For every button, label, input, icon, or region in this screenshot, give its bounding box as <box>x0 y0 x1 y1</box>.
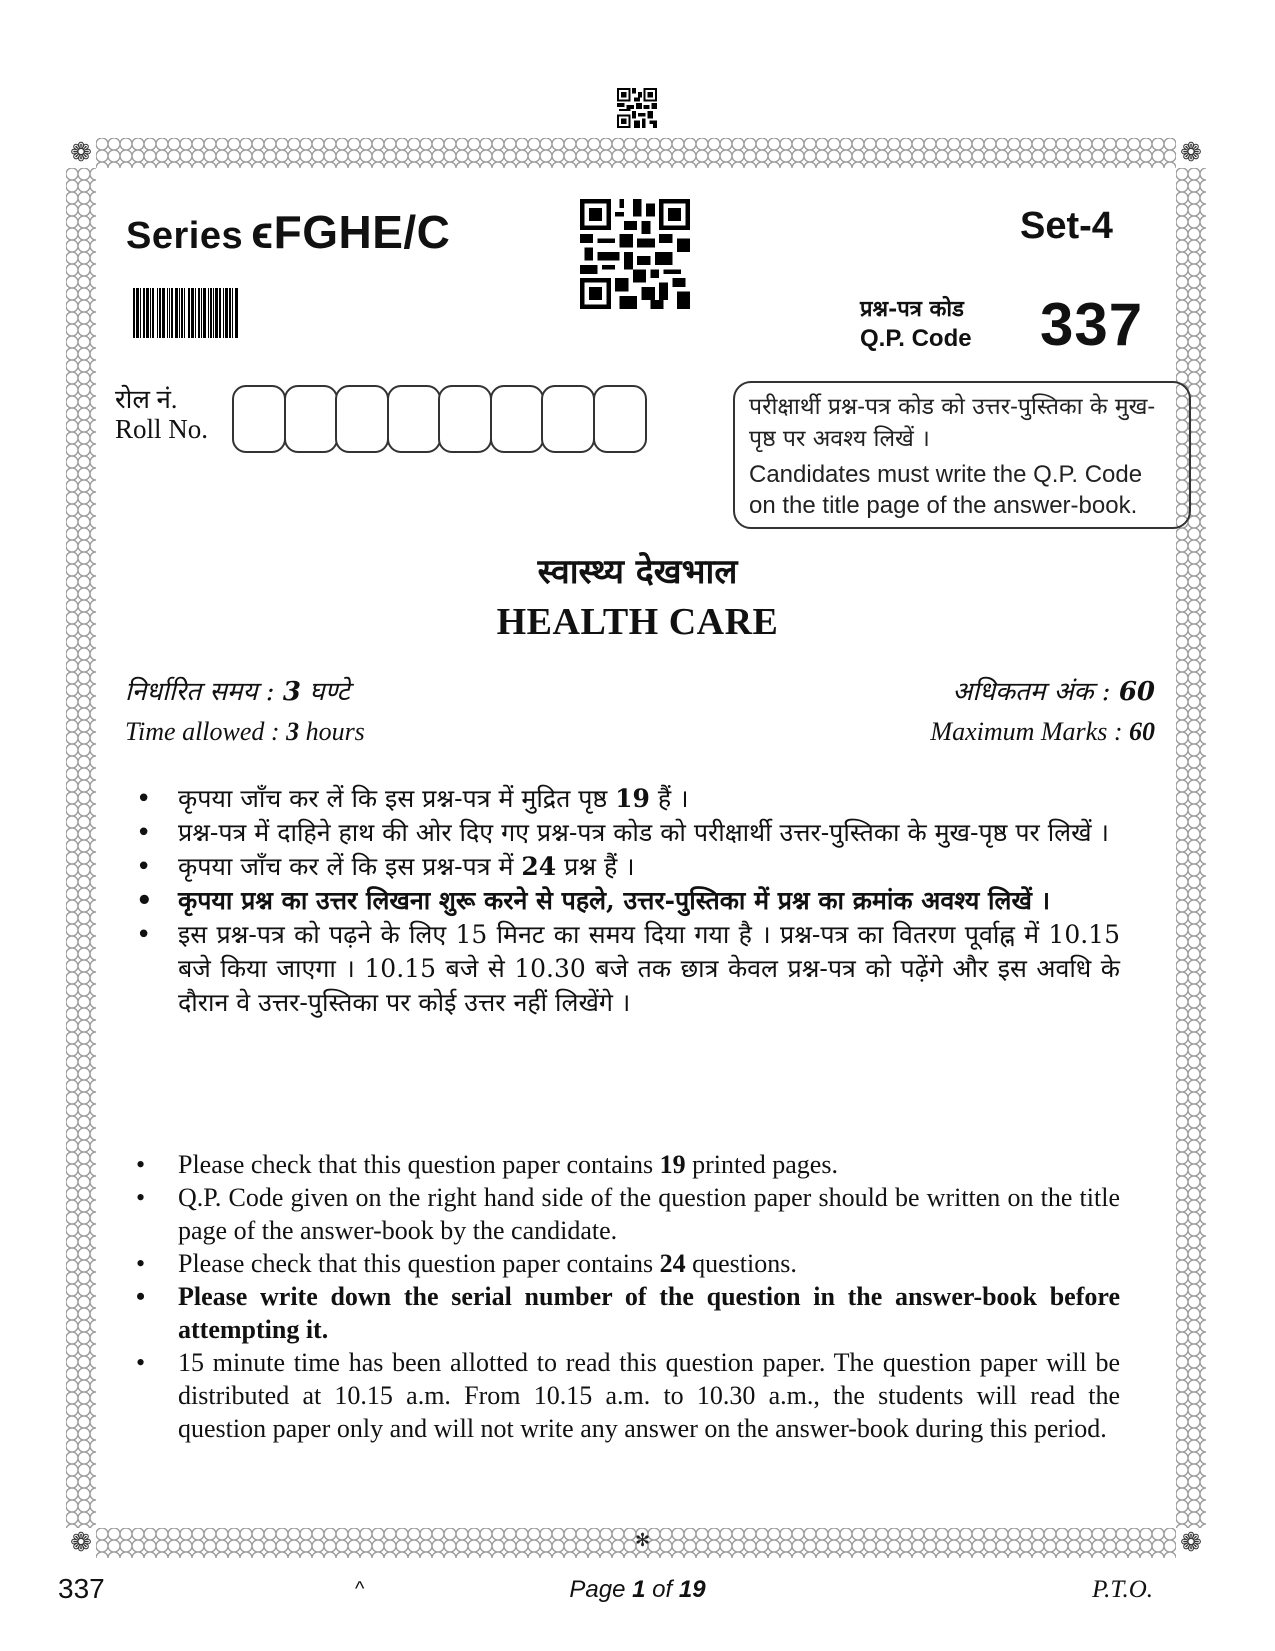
series-label <box>126 205 450 259</box>
instruction-item <box>130 782 1120 816</box>
series-code: ϵFGHE/C <box>251 206 451 258</box>
page-prefix: Page <box>569 1576 633 1603</box>
instruction-item <box>130 1181 1120 1247</box>
page-of: of <box>645 1576 679 1603</box>
flower-ornament-icon: ❁ <box>70 1528 92 1557</box>
instruction-text: हैं । <box>649 784 689 813</box>
roll-no-digit-box[interactable] <box>284 385 338 453</box>
roll-no-digit-box[interactable] <box>335 385 389 453</box>
roll-no-label: Roll No. <box>115 414 209 444</box>
page-total: 19 <box>678 1576 706 1603</box>
maximum-marks <box>930 717 1155 747</box>
time-allowed <box>125 717 365 747</box>
qr-code-icon <box>580 198 690 310</box>
roll-no-digit-box[interactable] <box>593 385 647 453</box>
roll-no-digit-box[interactable] <box>490 385 544 453</box>
marks-value: 60 <box>1129 717 1155 746</box>
instruction-text: Please write down the serial number of the question in the answer-book before attempting it. <box>178 1282 1120 1344</box>
instruction-item <box>130 850 1120 884</box>
subject-title: HEALTH CARE <box>496 601 779 643</box>
roll-no-label-hindi: रोल नं. <box>115 385 178 414</box>
time-allowed-hindi <box>125 672 350 708</box>
instructions-list <box>130 1148 1120 1445</box>
time-label: Time allowed : <box>125 717 287 746</box>
please-turn-over: P.T.O. <box>1092 1576 1153 1603</box>
page-current: 1 <box>632 1576 646 1603</box>
page-indicator <box>0 1576 1275 1604</box>
maximum-marks-hindi <box>953 672 1156 708</box>
flower-ornament-icon: ❁ <box>70 138 92 167</box>
instruction-item <box>130 918 1120 1020</box>
barcode-icon <box>133 288 257 338</box>
instruction-text: कृपया जाँच कर लें कि इस प्रश्न-पत्र में मुद्रित पृष्ठ <box>178 784 616 813</box>
instruction-number: 19 <box>615 784 650 813</box>
instruction-item <box>130 1346 1120 1445</box>
border-band-left <box>66 168 96 1528</box>
instruction-text: इस प्रश्न-पत्र को पढ़ने के लिए 15 मिनट का समय दिया गया है । प्रश्न-पत्र का वितरण पूर्वाह्न में 10.15 बजे किया जाएगा । 10.15 बजे से 10.30 बजे तक छात्र केवल प्रश्न-पत्र को पढ़ेंगे और इस अवधि के दौरान वे उत्तर-पुस्तिका पर कोई उत्तर नहीं लिखेंगे । <box>178 920 1120 1017</box>
marks-value-hindi: 60 <box>1118 677 1155 707</box>
instruction-item <box>130 1247 1120 1280</box>
instruction-text: printed pages. <box>685 1150 838 1179</box>
marks-label-hindi: अधिकतम अंक : <box>952 677 1119 707</box>
qp-code-notice-box <box>733 381 1191 529</box>
instruction-item-bold <box>130 884 1120 918</box>
instruction-item-bold <box>130 1280 1120 1346</box>
set-label: Set-4 <box>1020 205 1113 247</box>
border-band-right <box>1176 168 1206 1528</box>
roll-no-boxes <box>232 385 644 453</box>
notice-text: Candidates must write the Q.P. Code on the title page of the answer-book. <box>749 461 1143 519</box>
series-text: Series <box>126 215 244 257</box>
instruction-text: प्रश्न-पत्र में दाहिने हाथ की ओर दिए गए प्रश्न-पत्र कोड को परीक्षार्थी उत्तर-पुस्तिका के मुख-पृष्ठ पर लिखें । <box>178 818 1109 847</box>
subject-title-hindi: स्वास्थ्य देखभाल <box>537 552 738 592</box>
instruction-text: Q.P. Code given on the right hand side of the question paper should be written on the title page of the answer-book by the candidate. <box>178 1183 1120 1245</box>
instruction-text: कृपया जाँच कर लें कि इस प्रश्न-पत्र में <box>178 852 522 881</box>
roll-no-digit-box[interactable] <box>387 385 441 453</box>
roll-no-digit-box[interactable] <box>541 385 595 453</box>
instruction-number: 24 <box>659 1249 686 1278</box>
asterisk-ornament-icon: ✻ <box>635 1530 651 1550</box>
instructions-list-hindi <box>130 782 1120 1020</box>
qr-code-icon-small <box>617 88 657 128</box>
instruction-number: 19 <box>659 1150 686 1179</box>
instruction-number: 24 <box>521 852 557 881</box>
qp-code-label-hindi: प्रश्न-पत्र कोड <box>860 296 964 322</box>
border-band-top <box>96 138 1176 168</box>
marks-label: Maximum Marks : <box>930 717 1129 746</box>
footer-qp-code: 337 <box>58 1573 105 1604</box>
roll-no-digit-box[interactable] <box>232 385 286 453</box>
flower-ornament-icon: ❁ <box>1180 138 1202 167</box>
time-unit-hindi: घण्टे <box>300 677 350 707</box>
instruction-item <box>130 816 1120 850</box>
time-value: 3 <box>286 717 300 746</box>
instruction-text: Please check that this question paper contains <box>178 1249 660 1278</box>
time-value-hindi: 3 <box>282 677 301 707</box>
instruction-text: 15 minute time has been allotted to read this question paper. The question paper will be distributed at 10.15 a.m. From 10.15 a.m. to 10.30 a.m., the students will read the question paper only and will not write any answer on the answer-book during this period. <box>178 1348 1120 1443</box>
roll-no-digit-box[interactable] <box>438 385 492 453</box>
flower-ornament-icon: ❁ <box>1180 1528 1202 1557</box>
qp-code-label: Q.P. Code <box>860 325 972 352</box>
instruction-item <box>130 1148 1120 1181</box>
instruction-text: प्रश्न हैं । <box>556 852 635 881</box>
time-unit: hours <box>299 717 365 746</box>
instruction-text: Please check that this question paper contains <box>178 1150 660 1179</box>
instruction-text: कृपया प्रश्न का उत्तर लिखना शुरू करने से पहले, उत्तर-पुस्तिका में प्रश्न का क्रमांक अवश्य लिखें । <box>178 886 1051 915</box>
caret-mark-icon: ^ <box>355 1578 365 1600</box>
time-label-hindi: निर्धारित समय : <box>125 677 283 707</box>
instruction-text: questions. <box>685 1249 797 1278</box>
notice-text-hindi: परीक्षार्थी प्रश्न-पत्र कोड को उत्तर-पुस्तिका के मुख-पृष्ठ पर अवश्य लिखें । <box>749 394 1156 452</box>
qp-code-value: 337 <box>1040 291 1144 358</box>
